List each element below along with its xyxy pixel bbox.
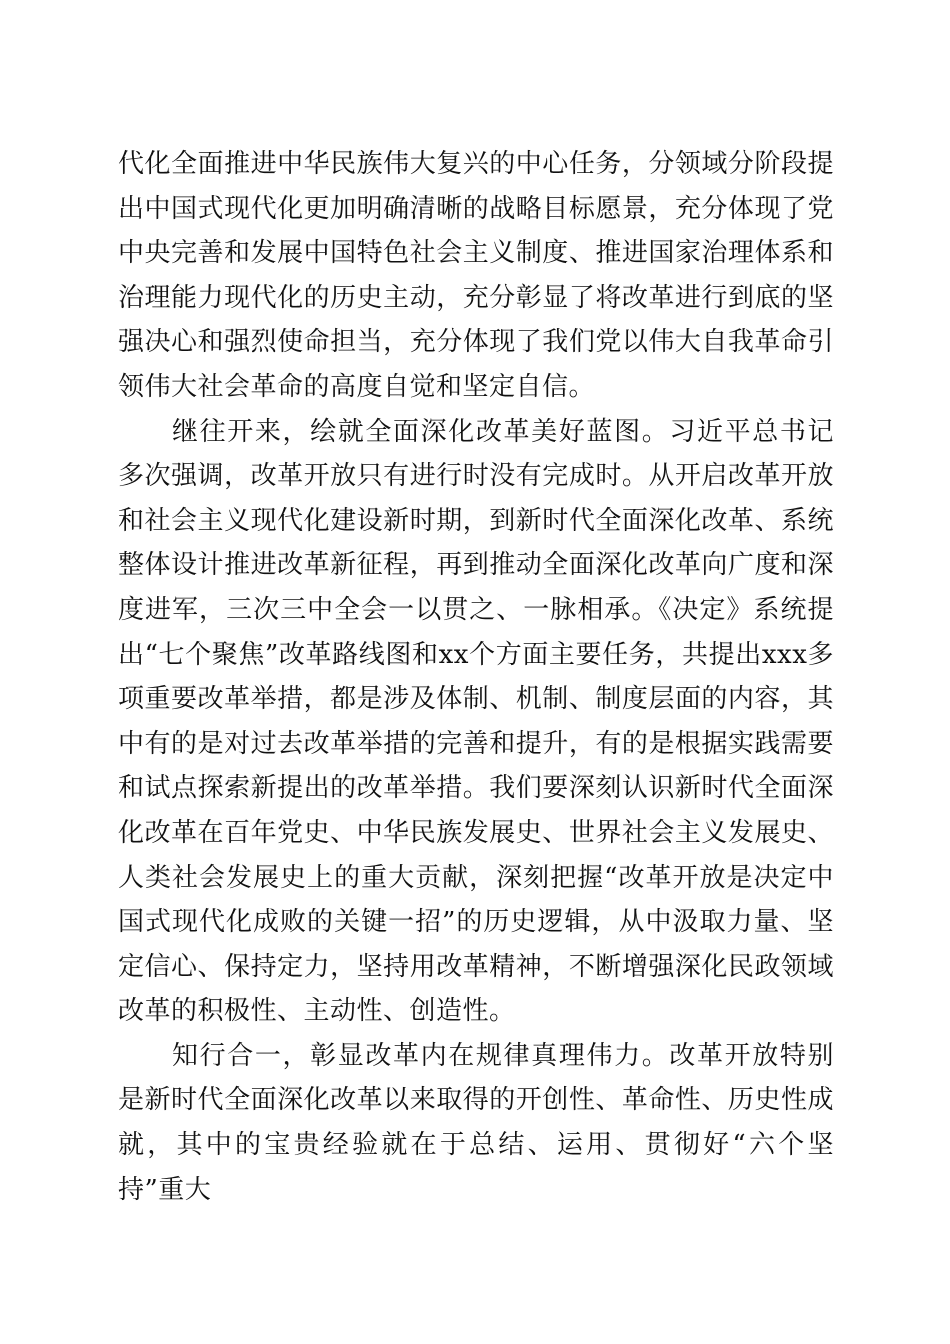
document-body (118, 142, 834, 1212)
paragraph-unity-of-knowledge-action: 知行合一，彰显改革内在规律真理伟力。改革开放特别是新时代全面深化改革以来取得的开创性、革命性、历史性成就，其中的宝贵经验就在于总结、运用、贯彻好“六个坚持”重大 (118, 1040, 834, 1205)
paragraph-blueprint: 继往开来，绘就全面深化改革美好蓝图。习近平总书记多次强调，改革开放只有进行时没有完成时。从开启改革开放和社会主义现代化建设新时期，到新时代全面深化改革、系统整体设计推进改革新征程，再到推动全面深化改革向广度和深度进军，三次三中全会一以贯之、一脉相承。《决定》系统提出“七个聚焦”改革路线图和xx个方面主要任务，共提出xxx多项重要改革举措，都是涉及体制、机制、制度层面的内容，其中有的是对过去改革举措的完善和提升，有的是根据实践需要和试点探索新提出的改革举措。我们要深刻认识新时代全面深化改革在百年党史、中华民族发展史、世界社会主义发展史、人类社会发展史上的重大贡献，深刻把握“改革开放是决定中国式现代化成败的关键一招”的历史逻辑，从中汲取力量、坚定信心、保持定力，坚持用改革精神，不断增强深化民政领域改革的积极性、主动性、创造性。 (118, 416, 834, 1027)
paragraph-continued: 代化全面推进中华民族伟大复兴的中心任务，分领域分阶段提出中国式现代化更加明确清晰的战略目标愿景，充分体现了党中央完善和发展中国特色社会主义制度、推进国家治理体系和治理能力现代化的历史主动，充分彰显了将改革进行到底的坚强决心和强烈使命担当，充分体现了我们党以伟大自我革命引领伟大社会革命的高度自觉和坚定自信。 (118, 149, 834, 402)
